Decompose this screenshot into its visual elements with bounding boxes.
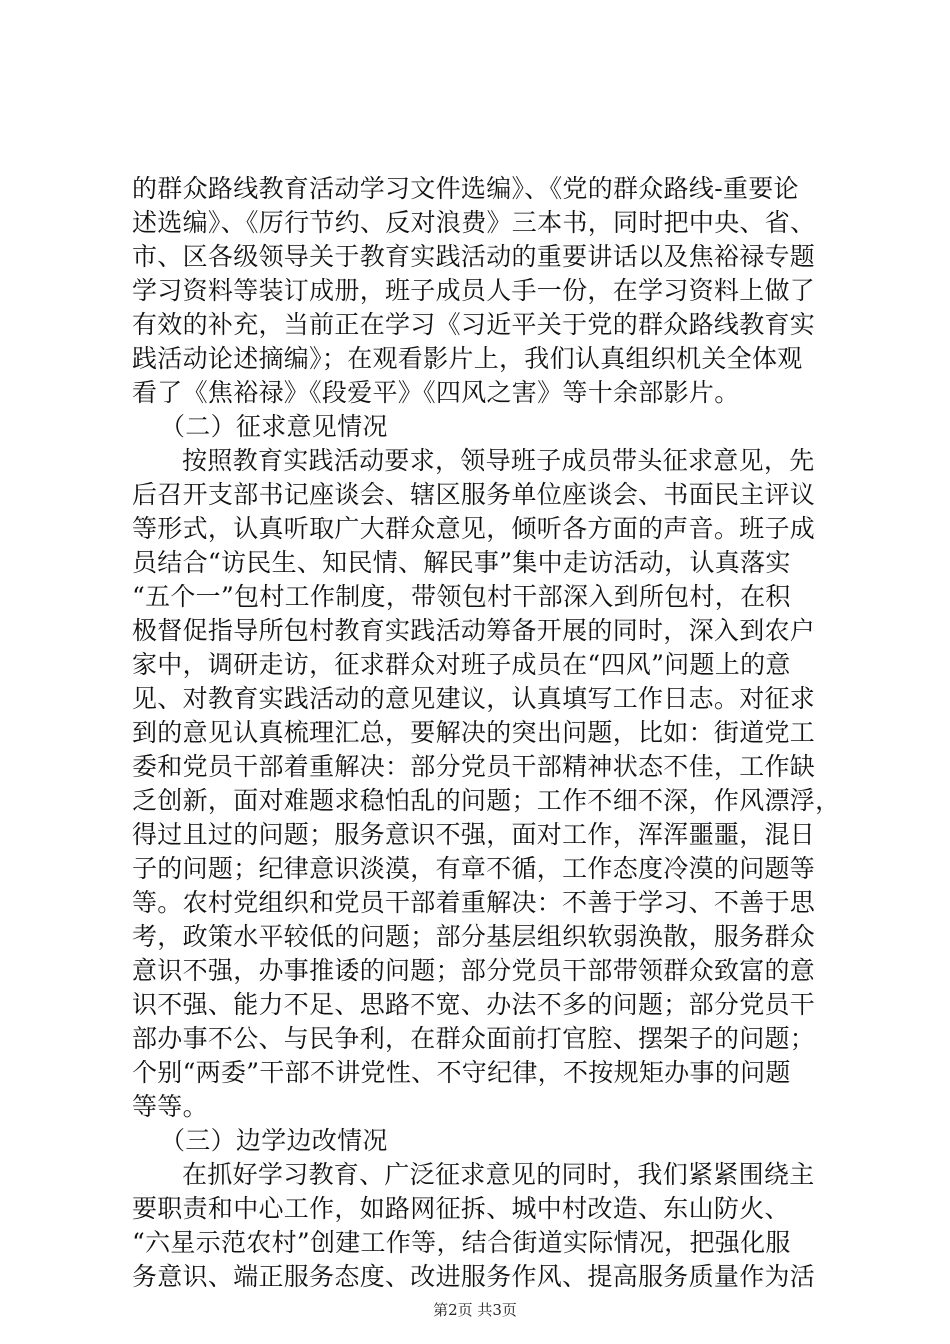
- paragraph-first-line: 按照教育实践活动要求，领导班子成员带头征求意见，先: [182, 446, 815, 475]
- body-text-line: 识不强、能力不足、思路不宽、办法不多的问题；部分党员干: [132, 990, 816, 1019]
- body-text-line: 乏创新，面对难题求稳怕乱的问题；工作不细不深，作风漂浮，: [132, 786, 841, 815]
- body-text-line: 学习资料等装订成册，班子成员人手一份，在学习资料上做了: [132, 276, 816, 305]
- body-text-line: “六星示范农村”创建工作等，结合街道实际情况，把强化服: [132, 1228, 791, 1257]
- body-text-line: 市、区各级领导关于教育实践活动的重要讲话以及焦裕禄专题: [132, 242, 816, 271]
- body-text-line: 等形式，认真听取广大群众意见，倾听各方面的声音。班子成: [132, 514, 816, 543]
- body-text-line: 考，政策水平较低的问题；部分基层组织软弱涣散，服务群众: [132, 922, 816, 951]
- body-text-line: “五个一”包村工作制度，带领包村干部深入到所包村，在积: [132, 582, 791, 611]
- body-text-line: 意识不强，办事推诿的问题；部分党员干部带领群众致富的意: [132, 956, 816, 985]
- body-text-line: 有效的补充，当前正在学习《习近平关于党的群众路线教育实: [132, 310, 816, 339]
- section-heading: （三）边学边改情况: [160, 1126, 388, 1155]
- body-text-line: 践活动论述摘编》；在观看影片上，我们认真组织机关全体观: [132, 344, 803, 373]
- body-text-line: 后召开支部书记座谈会、辖区服务单位座谈会、书面民主评议: [132, 480, 816, 509]
- body-text-line: 极督促指导所包村教育实践活动筹备开展的同时，深入到农户: [132, 616, 816, 645]
- body-text-line: 个别“两委”干部不讲党性、不守纪律，不按规矩办事的问题: [132, 1058, 791, 1087]
- section-heading: （二）征求意见情况: [160, 412, 388, 441]
- body-text-line: 子的问题；纪律意识淡漠，有章不循，工作态度冷漠的问题等: [132, 854, 816, 883]
- body-text-line: 要职责和中心工作，如路网征拆、城中村改造、东山防火、: [132, 1194, 790, 1223]
- paragraph-first-line: 在抓好学习教育、广泛征求意见的同时，我们紧紧围绕主: [182, 1160, 815, 1189]
- page-number-footer: 第2页 共3页: [433, 1301, 517, 1319]
- body-text-line: 看了《焦裕禄》《段爱平》《四风之害》等十余部影片。: [132, 378, 740, 407]
- body-text-line: 等。农村党组织和党员干部着重解决：不善于学习、不善于思: [132, 888, 816, 917]
- body-text-line: 述选编》、《厉行节约、反对浪费》三本书，同时把中央、省、: [132, 208, 816, 237]
- body-text-line: 的群众路线教育活动学习文件选编》、《党的群众路线-重要论: [132, 174, 799, 203]
- body-text-line: 委和党员干部着重解决：部分党员干部精神状态不佳，工作缺: [132, 752, 816, 781]
- body-text-line: 部办事不公、与民争利，在群众面前打官腔、摆架子的问题；: [132, 1024, 816, 1053]
- body-text-line: 等等。: [132, 1092, 208, 1121]
- body-text-line: 务意识、端正服务态度、改进服务作风、提高服务质量作为活: [132, 1262, 816, 1291]
- body-text-line: 得过且过的问题；服务意识不强，面对工作，浑浑噩噩，混日: [132, 820, 816, 849]
- body-text-line: 见、对教育实践活动的意见建议，认真填写工作日志。对征求: [132, 684, 816, 713]
- body-text-line: 家中，调研走访，征求群众对班子成员在“四风”问题上的意: [132, 650, 791, 679]
- body-text-line: 员结合“访民生、知民情、解民事”集中走访活动，认真落实: [132, 548, 791, 577]
- body-text-line: 到的意见认真梳理汇总，要解决的突出问题，比如：街道党工: [132, 718, 816, 747]
